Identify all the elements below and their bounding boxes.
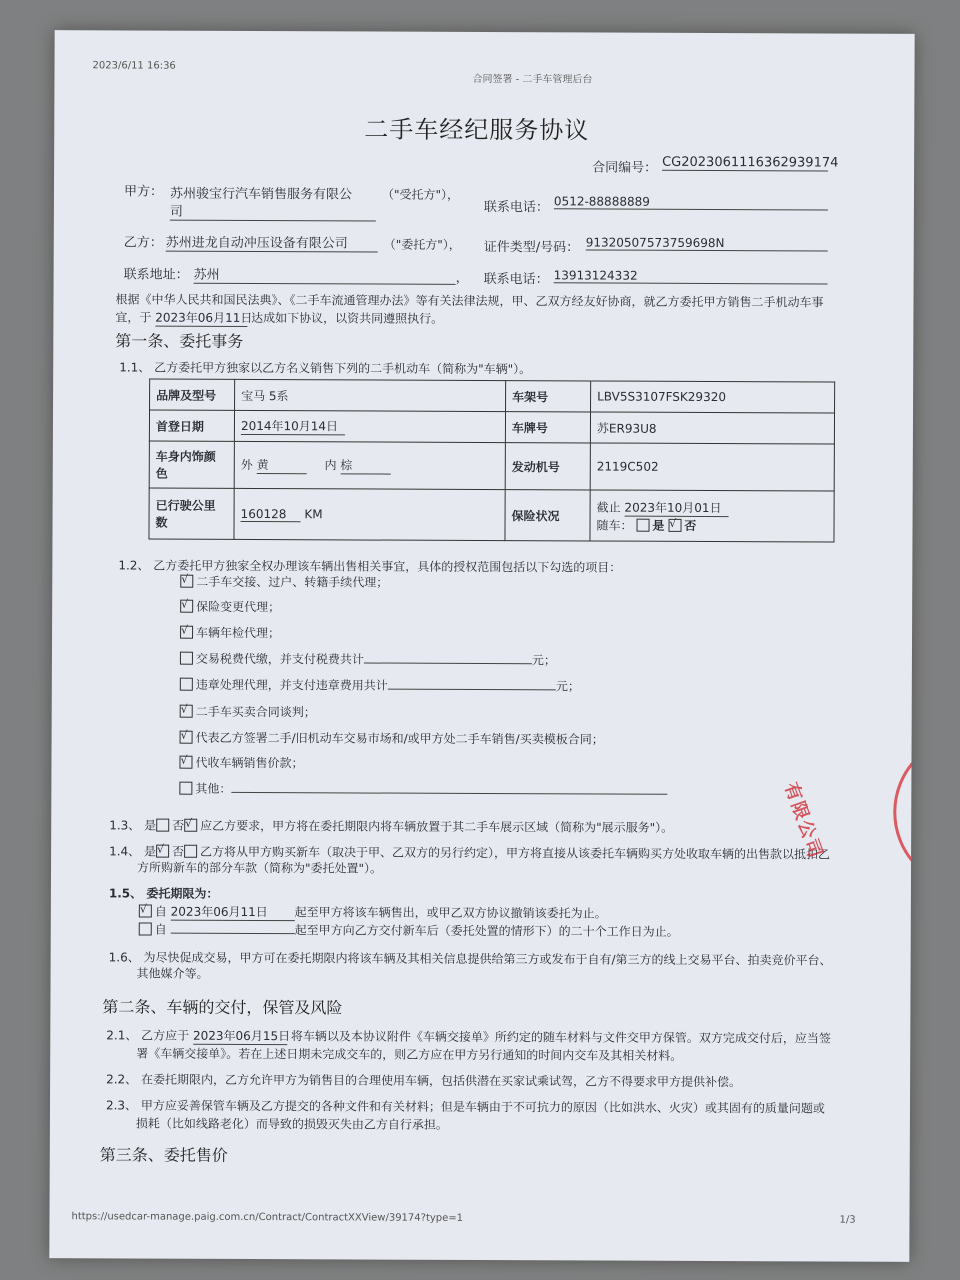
term-b-post: 起至甲方向乙方交付新车后（委托处置的情形下）的二十个工作日为止。	[294, 923, 679, 939]
mileage-value: 160128	[241, 506, 301, 521]
delivery-date: 2023年06月15日	[193, 1028, 291, 1044]
table-row	[149, 410, 834, 444]
authorization-item	[180, 703, 316, 721]
item-label: 保险变更代理；	[196, 599, 281, 615]
item-checkbox[interactable]	[180, 600, 193, 613]
contract-number-label: 合同编号：	[592, 160, 658, 176]
tax-amount-field[interactable]	[364, 650, 532, 664]
address-comma: ，	[455, 270, 469, 286]
item-label: 代收车辆销售价款；	[195, 755, 304, 771]
clause-1-2: 1.2、 乙方委托甲方独家全权办理该车辆出售相关事宜，具体的授权范围包括以下勾选的项目：	[118, 558, 622, 575]
interior-color: 棕	[340, 456, 390, 474]
clause-1-3-text: 应乙方要求，甲方将在委托期限内将车辆放置于其二手车展示区域（简称为"展示服务"）。	[200, 818, 674, 835]
clause-1-6-line2: 其他媒介等。	[136, 966, 209, 981]
site-header: 合同签署 - 二手车管理后台	[472, 73, 593, 86]
color-key-line2: 色	[155, 466, 168, 481]
insurance-until-label: 截止	[596, 499, 621, 515]
authorization-item	[179, 780, 667, 799]
term-b-checkbox[interactable]	[139, 923, 152, 936]
engine-key: 发动机号	[505, 443, 590, 490]
clause-1-3-yes-checkbox[interactable]	[156, 819, 169, 832]
yuan-unit: 元；	[555, 679, 580, 694]
party-b-address-label: 联系地址：	[123, 267, 189, 283]
table-row	[149, 488, 834, 542]
item-checkbox[interactable]	[180, 678, 193, 691]
clause-2-3-line1: 2.3、 甲方应妥善保管车辆及乙方提交的各种文件和有关材料；但是车辆由于不可抗力的原因（比如洪水、火灾）或其固有的质量问题或	[105, 1098, 825, 1116]
brand-key: 品牌及型号	[150, 379, 235, 410]
table-row	[150, 379, 835, 413]
color-cell	[234, 441, 505, 489]
company-seal	[893, 734, 915, 891]
document-title: 二手车经纪服务协议	[364, 115, 590, 145]
color-key	[149, 441, 234, 488]
item-checkbox[interactable]	[180, 652, 193, 665]
party-b-id-label: 证件类型/号码：	[483, 240, 580, 256]
party-b-address: 苏州	[194, 264, 456, 285]
clause-1-3-no-label: 否	[172, 818, 185, 833]
term-a-date: 2023年06月11日	[171, 903, 295, 922]
clause-2-3-line2: 损耗（比如线路老化）而导致的损毁灭失由乙方自行承担。	[135, 1116, 448, 1132]
print-timestamp: 2023/6/11 16:36	[92, 60, 176, 72]
clause-2-1-line2: 署《车辆交接单》。若在上述日期未完成交车的，则乙方应在甲方另行通知的时间内交车及其相关材料。	[136, 1046, 683, 1063]
clause-1-4-yes-checkbox[interactable]	[156, 845, 169, 858]
page-number: 1/3	[839, 1214, 856, 1226]
yuan-unit: 元；	[531, 653, 556, 668]
preamble-line1: 根据《中华人民共和国民法典》、《二手车流通管理办法》等有关法律法规，甲、乙双方经友好协商，就乙方委托甲方销售二手机动车事	[115, 292, 824, 310]
party-b-name: 苏州进龙自动冲压设备有限公司	[166, 232, 378, 253]
vin-value: LBV5S3107FSK29320	[591, 381, 835, 413]
term-a-post: 起至甲方将该车辆售出，或甲乙双方协议撤销该委托为止。	[294, 905, 607, 921]
mileage-cell	[234, 488, 505, 540]
preamble-line2-post: 达成如下协议，以资共同遵照执行。	[251, 310, 444, 326]
insurance-follow-row	[596, 516, 827, 534]
clause-1-5-title: 1.5、 委托期限为：	[108, 886, 219, 901]
registration-cell	[234, 410, 505, 442]
item-checkbox[interactable]	[180, 731, 193, 744]
clause-1-4-no-label: 否	[172, 844, 185, 859]
preamble-line2	[115, 308, 443, 327]
mileage-key	[149, 488, 234, 539]
article-1-title: 第一条、委托事务	[115, 331, 244, 351]
insurance-yes-label: 是	[652, 518, 665, 533]
plate-key: 车牌号	[505, 412, 590, 443]
mileage-unit: KM	[304, 506, 323, 521]
exterior-label: 外	[240, 457, 253, 472]
article-3-title: 第三条、委托售价	[99, 1145, 228, 1165]
party-a-phone-label: 联系电话：	[483, 200, 549, 216]
clause-1-4-line1: 乙方将从甲方购买新车（取决于甲、乙双方的另行约定），甲方将直接从该委托车辆购买方处收取车辆的出售款以抵扣乙	[200, 844, 831, 862]
authorization-item	[179, 754, 303, 772]
term-option-b	[139, 921, 679, 940]
clause-2-1-post: 将车辆以及本协议附件《车辆交接单》所约定的随车材料与文件交甲方保管。双方完成交付后，应当签	[290, 1029, 831, 1046]
item-label: 其他：	[195, 781, 232, 796]
party-b-phone: 13913124332	[554, 268, 828, 284]
item-label: 车辆年检代理；	[196, 625, 281, 641]
plate-value: 苏ER93U8	[590, 412, 834, 444]
vin-key: 车架号	[506, 381, 591, 412]
clause-1-4-yes-label: 是	[143, 844, 157, 859]
other-field[interactable]	[231, 780, 667, 795]
clause-1-6-line1: 1.6、 为尽快促成交易，甲方可在委托期限内将该车辆及其相关信息提供给第三方或发布于自有/第三方的线上交易平台、拍卖竞价平台、	[108, 950, 832, 968]
color-key-line1: 车身内饰颜	[155, 449, 216, 464]
company-seal-text: 有限公司	[779, 779, 827, 863]
registration-key: 首登日期	[149, 410, 234, 441]
authorization-item	[180, 624, 280, 641]
authorization-item	[180, 676, 580, 695]
party-b-label: 乙方：	[123, 235, 163, 251]
party-b-id: 91320507573759698N	[586, 235, 828, 251]
party-a-label: 甲方：	[123, 184, 164, 200]
clause-1-4-no-checkbox[interactable]	[184, 845, 197, 858]
mileage-key-line1: 已行驶公里	[155, 498, 216, 513]
interior-label: 内	[324, 458, 337, 473]
item-checkbox[interactable]	[180, 575, 193, 588]
footer-url[interactable]: https://usedcar-manage.paig.com.cn/Contract/ContractXXView/39174?type=1	[71, 1211, 464, 1224]
insurance-yes-checkbox[interactable]	[636, 518, 649, 531]
insurance-no-checkbox[interactable]	[668, 518, 681, 531]
clause-1-3-num: 1.3、	[109, 818, 141, 833]
contract-number: CG2023061116362939174	[662, 154, 839, 171]
item-checkbox[interactable]	[180, 626, 193, 639]
brand-value: 宝马 5系	[235, 379, 506, 411]
contract-page	[49, 30, 914, 1262]
insurance-cell	[590, 490, 834, 542]
party-b-role: （"委托方"），	[383, 237, 461, 252]
authorization-item	[180, 573, 388, 591]
party-a-name-line2: 司	[170, 201, 376, 222]
authorization-item	[180, 729, 604, 748]
item-label: 二手车交接、过户、转籍手续代理；	[196, 574, 389, 590]
clause-1-4-num: 1.4、	[109, 844, 141, 859]
vehicle-info-table	[148, 379, 835, 543]
authorization-item	[180, 598, 280, 615]
party-a-name-line1: 苏州骏宝行汽车销售服务有限公	[169, 186, 353, 203]
preamble-line2-pre: 宜，于	[115, 310, 152, 325]
clause-2-2: 2.2、 在委托期限内，乙方允许甲方为销售目的合理使用车辆，包括供潜在买家试乘试驾，乙方不得要求甲方提供补偿。	[106, 1072, 742, 1090]
item-label: 代表乙方签署二手/旧机动车交易市场和/或甲方处二手车销售/买卖模板合同；	[195, 730, 604, 747]
term-a-pre: 自	[154, 904, 167, 919]
term-a-checkbox[interactable]	[139, 905, 152, 918]
party-a-role: （"受托方"），	[381, 187, 460, 202]
clause-1-1: 1.1、 乙方委托甲方独家以乙方名义销售下列的二手机动车（简称为"车辆"）。	[119, 360, 532, 377]
violation-amount-field[interactable]	[388, 677, 556, 691]
registration-value: 2014年10月14日	[241, 417, 345, 435]
item-label: 交易税费代缴，并支付税费共计	[195, 651, 364, 667]
item-checkbox[interactable]	[180, 705, 193, 718]
item-label: 违章处理代理，并支付违章费用共计	[195, 677, 388, 693]
clause-1-3-yes-label: 是	[144, 818, 157, 833]
agreement-date: 2023年06月11日	[155, 310, 253, 325]
article-2-title: 第二条、车辆的交付，保管及风险	[102, 997, 343, 1018]
item-label: 二手车买卖合同谈判；	[195, 704, 316, 720]
mileage-key-line2: 数	[155, 515, 168, 530]
term-option-a	[139, 903, 607, 923]
clause-2-1-pre: 2.1、 乙方应于	[106, 1028, 190, 1043]
insurance-until-row	[597, 498, 828, 517]
item-checkbox[interactable]	[179, 756, 192, 769]
clause-1-3	[109, 816, 673, 835]
insurance-key: 保险状况	[505, 490, 590, 541]
party-a-phone: 0512-88888889	[554, 194, 828, 210]
exterior-color: 黄	[257, 456, 307, 474]
insurance-until-date: 2023年10月01日	[624, 498, 728, 516]
term-b-date-field[interactable]	[171, 921, 295, 935]
party-b-phone-label: 联系电话：	[483, 272, 549, 288]
insurance-follow-label: 随车：	[596, 517, 633, 533]
term-b-pre: 自	[154, 922, 167, 937]
clause-1-3-no-checkbox[interactable]	[184, 819, 197, 832]
insurance-no-label: 否	[684, 518, 697, 533]
authorization-item	[180, 650, 556, 669]
item-checkbox[interactable]	[179, 782, 192, 795]
table-row	[149, 441, 834, 491]
engine-value: 2119C502	[590, 443, 834, 491]
clause-1-4-line2: 方所购新车的部分车款（简称为"委托处置"）。	[136, 860, 383, 876]
